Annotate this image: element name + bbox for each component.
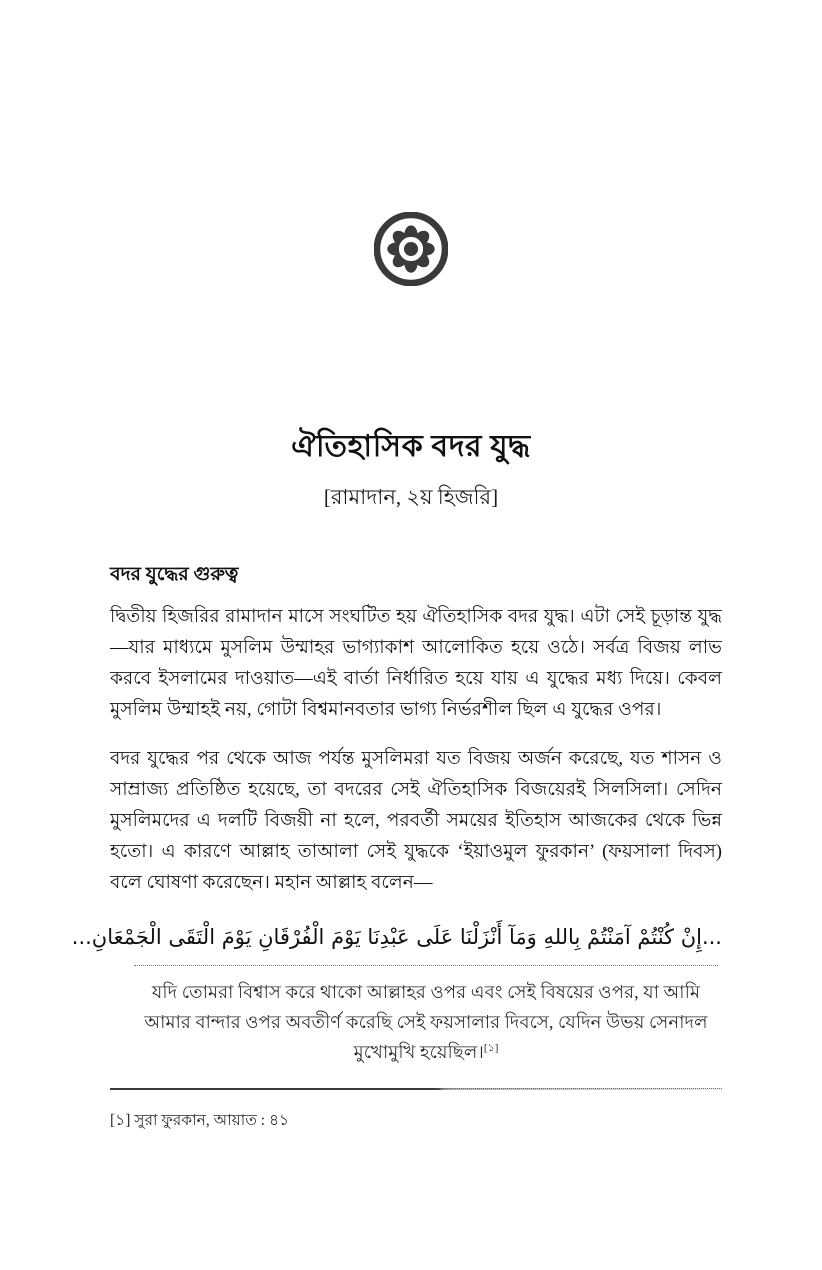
- body-paragraph: দ্বিতীয় হিজরির রামাদান মাসে সংঘটিত হয় ঐতিহাসিক বদর যুদ্ধ। এটা সেই চূড়ান্ত যুদ্ধ—যার মাধ্যমে মুসলিম উম্মাহর ভাগ্যাকাশ আলোকিত হয়ে ওঠে। সর্বত্র বিজয় লাভ করবে ইসলামের দাওয়াত—এই বার্তা নির্ধারিত হয়ে যায় এ যুদ্ধের মধ্য দিয়ে। কেবল মুসলিম উম্মাহই নয়, গোটা বিশ্বমানবতার ভাগ্য নির্ভরশীল ছিল এ যুদ্ধের ওপর।: [110, 605, 722, 720]
- footnote-reference-marker[interactable]: [১]: [483, 1042, 499, 1055]
- rosette-flower-wheel-icon: [374, 212, 448, 286]
- body-paragraph: বদর যুদ্ধের পর থেকে আজ পর্যন্ত মুসলিমরা যত বিজয় অর্জন করেছে, যত শাসন ও সাম্রাজ্য প্রতিষ্ঠিত হয়েছে, তা বদরের সেই ঐতিহাসিক বিজয়েরই সিলসিলা। সেদিন মুসলিমদের এ দলটি বিজয়ী না হলে, পরবর্তী সময়ের ইতিহাস আজকের থেকে ভিন্ন হতো। এ কারণে আল্লাহ তাআলা সেই যুদ্ধকে ‘ইয়াওমুল ফুরকান’ (ফয়সালা দিবস) বলে ঘোষণা করেছেন। মহান আল্লাহ বলেন—: [110, 747, 722, 893]
- verse-translation: [136, 977, 716, 1067]
- main-text-column: [71, 562, 722, 1067]
- verse-translation-text: যদি তোমরা বিশ্বাস করে থাকো আল্লাহর ওপর এবং সেই বিষয়ের ওপর, যা আমি আমার বান্দার ওপর অবতীর্ণ করেছি সেই ফয়সালার দিবসে, যেদিন উভয় সেনাদল মুখোমুখি হয়েছিল।: [144, 982, 708, 1063]
- quran-verse-arabic: ...إِنْ كُنْتُمْ آمَنْتُمْ بِاللهِ وَمَآ أَنْزَلْنَا عَلَى عَبْدِنَا يَوْمَ الْفُرْقَانِ يَوْمَ الْتَقَى الْجَمْعَانِ...: [71, 924, 722, 949]
- ornament-container: [0, 212, 822, 286]
- section-heading: বদর যুদ্ধের গুরুত্ব: [110, 564, 239, 585]
- footnote-separator-dots: [442, 1088, 722, 1090]
- chapter-title-block: [0, 428, 822, 511]
- chapter-subtitle: [রামাদান, ২য় হিজরি]: [323, 484, 499, 509]
- dotted-separator-rule: [134, 965, 718, 967]
- footnote-area: [110, 1088, 722, 1132]
- footnote-text: [১] সুরা ফুরকান, আয়াত : ৪১: [110, 1112, 290, 1129]
- page-title: ঐতিহাসিক বদর যুদ্ধ: [291, 430, 531, 463]
